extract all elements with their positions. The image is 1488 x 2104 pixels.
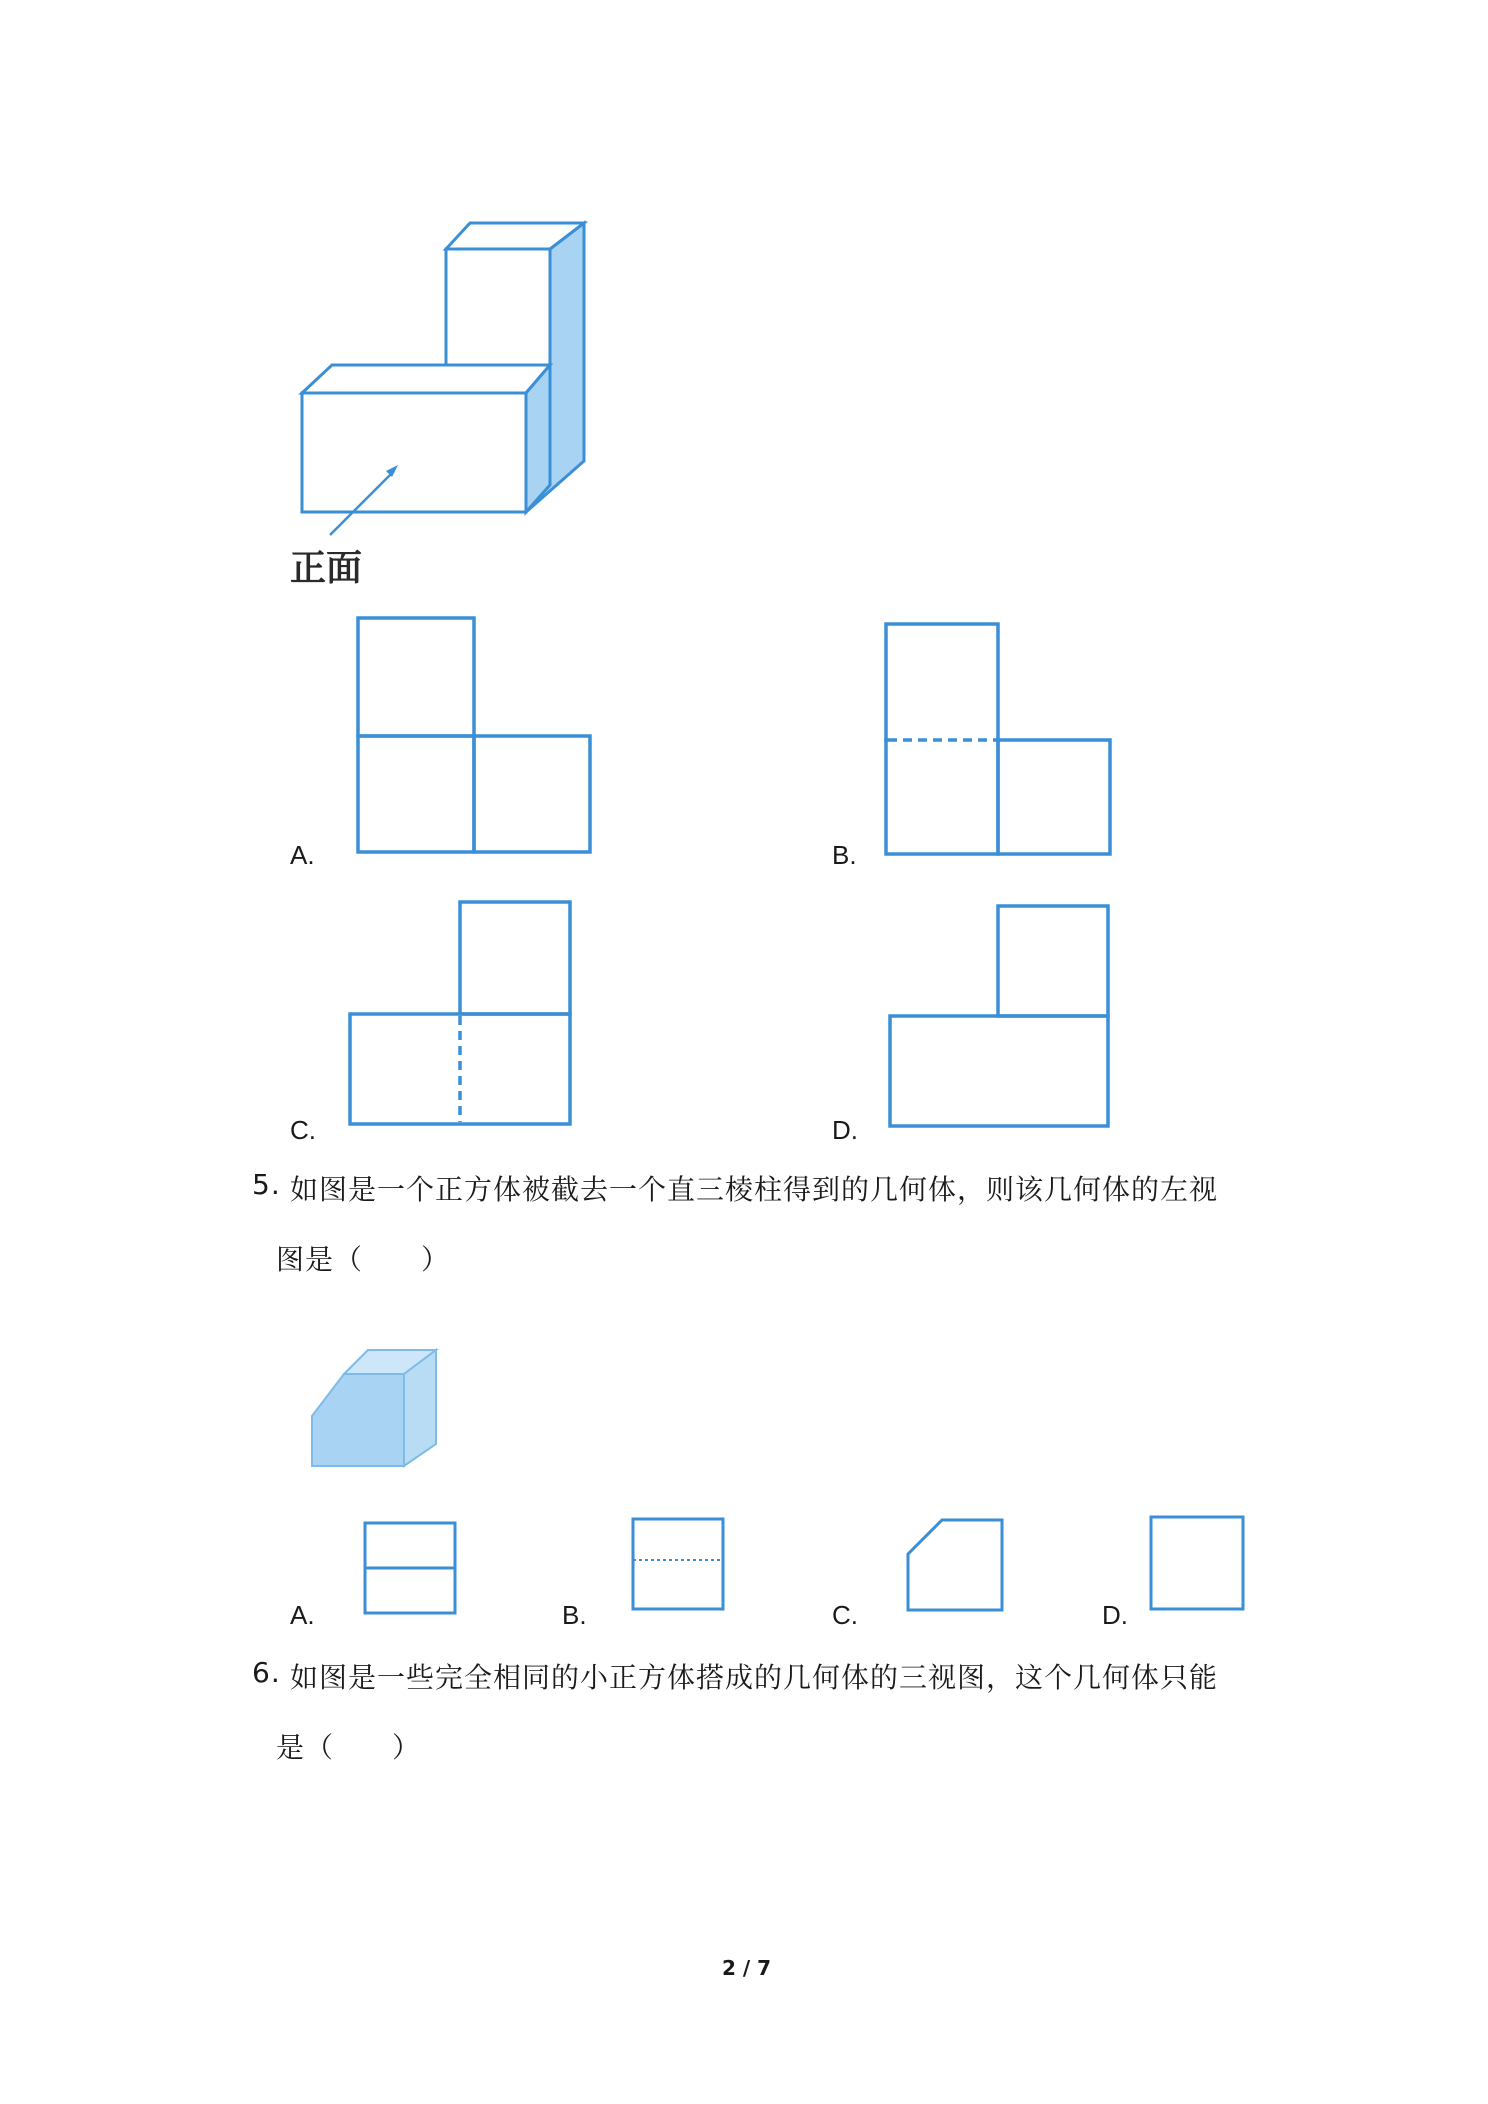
q4-option-a-label[interactable]: A. — [290, 840, 315, 870]
q4-option-c-figure[interactable] — [342, 896, 580, 1134]
q4-option-b-label[interactable]: B. — [832, 840, 857, 870]
q4-option-a-figure[interactable] — [350, 612, 595, 862]
q5-option-a-label[interactable]: A. — [290, 1600, 315, 1630]
q5-option-d-label[interactable]: D. — [1102, 1600, 1128, 1630]
q5-text-line1: 如图是一个正方体被截去一个直三棱柱得到的几何体，则该几何体的左视 — [290, 1173, 1219, 1206]
q6-text-line1: 如图是一些完全相同的小正方体搭成的几何体的三视图，这个几何体只能 — [290, 1661, 1219, 1694]
page-number: 2 / 7 — [722, 1956, 772, 1980]
q4-solid-figure — [290, 215, 600, 515]
q4-option-c-label[interactable]: C. — [290, 1115, 316, 1145]
q4-option-d-label[interactable]: D. — [832, 1115, 858, 1145]
front-face-label: 正面 — [290, 547, 363, 589]
q5-option-b-label[interactable]: B. — [562, 1600, 587, 1630]
q5-option-d-figure[interactable] — [1146, 1512, 1250, 1616]
q5-option-c-figure[interactable] — [902, 1514, 1012, 1618]
q4-option-b-figure[interactable] — [880, 618, 1120, 858]
q5-option-a-figure[interactable] — [360, 1518, 460, 1622]
q6-text-line2: 是（ ） — [276, 1731, 422, 1764]
q6-number: 6. — [252, 1656, 281, 1689]
q5-number: 5. — [252, 1168, 281, 1201]
q5-option-b-figure[interactable] — [628, 1514, 728, 1618]
q5-option-c-label[interactable]: C. — [832, 1600, 858, 1630]
q5-text-line2: 图是（ ） — [276, 1243, 451, 1276]
q5-solid-figure — [308, 1328, 448, 1468]
q4-option-d-figure[interactable] — [884, 900, 1120, 1136]
